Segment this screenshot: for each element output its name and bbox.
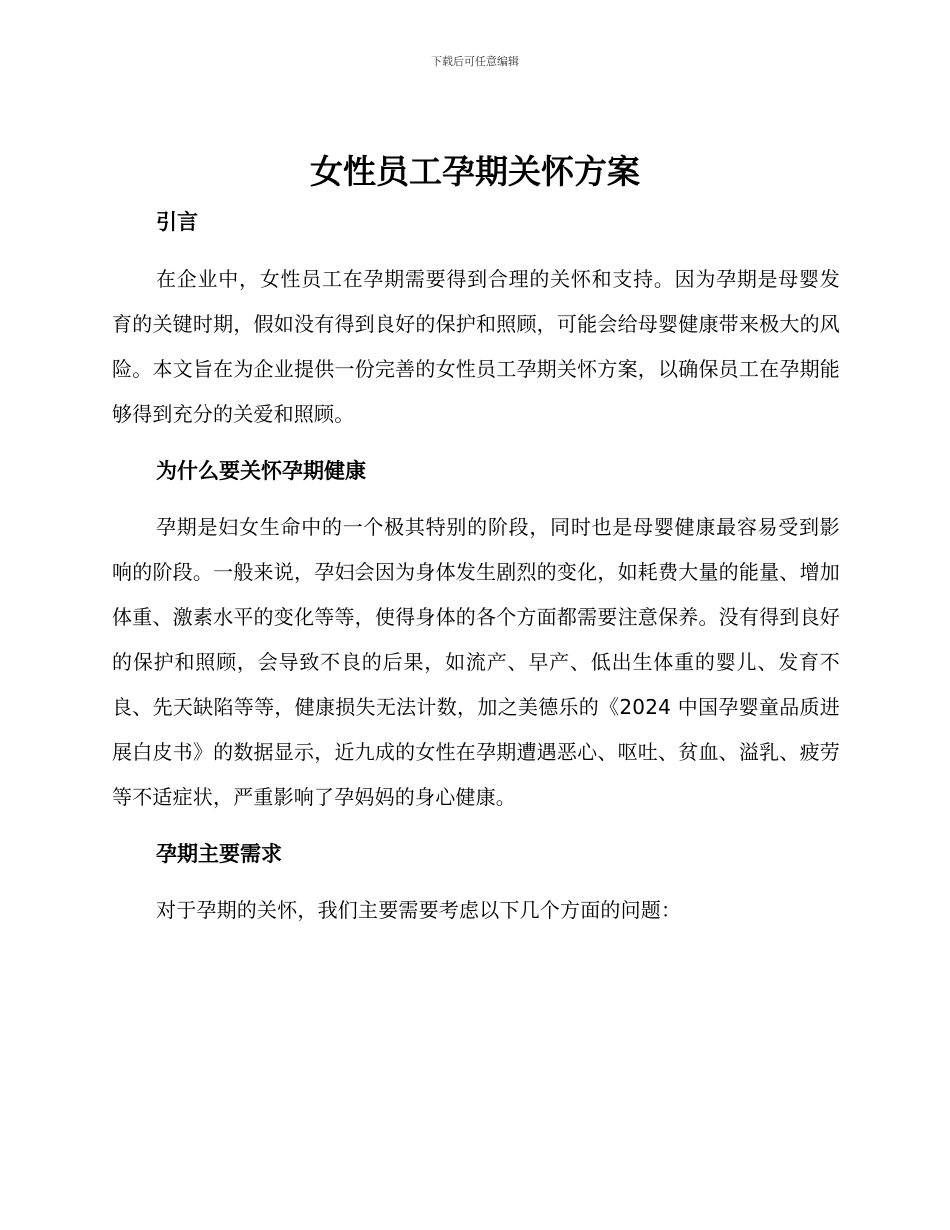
document-body bbox=[112, 200, 840, 933]
section-paragraph-introduction: 在企业中，女性员工在孕期需要得到合理的关怀和支持。因为孕期是母婴发育的关键时期，假如没有得到良好的保护和照顾，可能会给母婴健康带来极大的风险。本文旨在为企业提供一份完善的女性员工孕期关怀方案，以确保员工在孕期能够得到充分的关爱和照顾。 bbox=[112, 267, 840, 426]
section-heading-introduction: 引言 bbox=[156, 210, 198, 234]
section-heading-why-care: 为什么要关怀孕期健康 bbox=[156, 459, 366, 483]
section-paragraph-main-needs: 对于孕期的关怀，我们主要需要考虑以下几个方面的问题： bbox=[156, 898, 682, 922]
page-header: 下载后可任意编辑 bbox=[431, 55, 519, 68]
section-paragraph-why-care: 孕期是妇女生命中的一个极其特别的阶段，同时也是母婴健康最容易受到影响的阶段。一般来说，孕妇会因为身体发生剧烈的变化，如耗费大量的能量、增加体重、激素水平的变化等等，使得身体的各个方面都需要注意保养。没有得到良好的保护和照顾，会导致不良的后果，如流产、早产、低出生体重的婴儿、发育不良、先天缺陷等等，健康损失无法计数，加之美德乐的《2024 中国孕婴童品质进展白皮书》的数据显示，近九成的女性在孕期遭遇恶心、呕吐、贫血、溢乳、疲劳等不适症状，严重影响了孕妈妈的身心健康。 bbox=[112, 515, 840, 809]
document-title: 女性员工孕期关怀方案 bbox=[310, 152, 640, 191]
section-heading-main-needs: 孕期主要需求 bbox=[156, 842, 282, 866]
